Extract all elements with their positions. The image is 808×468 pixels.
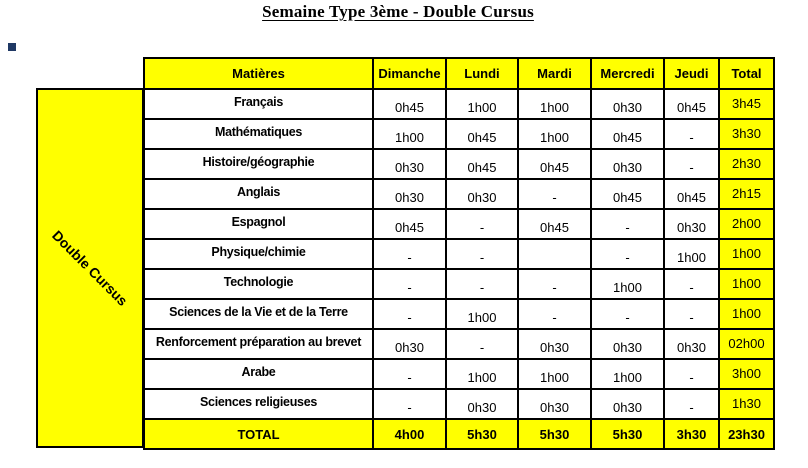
table-row — [144, 179, 774, 209]
subject-cell: Mathématiques — [144, 119, 373, 149]
value-cell: 0h45 — [518, 149, 591, 179]
value-cell: - — [373, 389, 446, 419]
table-row — [144, 89, 774, 119]
value-cell: 1h00 — [446, 299, 518, 329]
value-cell: - — [664, 269, 719, 299]
value-cell: - — [591, 239, 664, 269]
table-row — [144, 359, 774, 389]
value-cell: 1h00 — [446, 359, 518, 389]
subject-cell: Sciences de la Vie et de la Terre — [144, 299, 373, 329]
subject-cell: Espagnol — [144, 209, 373, 239]
value-cell: 0h45 — [446, 119, 518, 149]
value-cell: 0h30 — [518, 389, 591, 419]
total-cell: 1h00 — [719, 269, 774, 299]
subject-cell: Sciences religieuses — [144, 389, 373, 419]
column-header: Matières — [144, 58, 373, 89]
table-row — [144, 329, 774, 359]
value-cell: 5h30 — [518, 419, 591, 449]
value-cell: - — [518, 269, 591, 299]
small-square-mark — [8, 43, 16, 51]
column-header: Lundi — [446, 58, 518, 89]
value-cell: 0h45 — [373, 209, 446, 239]
total-cell: 2h15 — [719, 179, 774, 209]
table-row — [144, 209, 774, 239]
total-cell: 1h30 — [719, 389, 774, 419]
table-row — [144, 239, 774, 269]
total-cell: 3h00 — [719, 359, 774, 389]
value-cell: 0h45 — [664, 179, 719, 209]
value-cell: - — [591, 299, 664, 329]
table-row — [144, 299, 774, 329]
value-cell: - — [446, 329, 518, 359]
value-cell: - — [664, 119, 719, 149]
value-cell: - — [446, 209, 518, 239]
value-cell: 1h00 — [591, 269, 664, 299]
value-cell: - — [446, 269, 518, 299]
value-cell: - — [664, 359, 719, 389]
value-cell: 0h30 — [591, 89, 664, 119]
value-cell: 0h45 — [591, 119, 664, 149]
value-cell: - — [373, 239, 446, 269]
value-cell: 4h00 — [373, 419, 446, 449]
value-cell: 3h30 — [664, 419, 719, 449]
subject-cell: Arabe — [144, 359, 373, 389]
value-cell: 0h45 — [446, 149, 518, 179]
total-cell: 02h00 — [719, 329, 774, 359]
subject-cell: Histoire/géographie — [144, 149, 373, 179]
column-header: Mercredi — [591, 58, 664, 89]
value-cell: 5h30 — [591, 419, 664, 449]
total-cell: 1h00 — [719, 239, 774, 269]
value-cell — [518, 239, 591, 269]
value-cell: 0h30 — [664, 329, 719, 359]
total-row — [144, 419, 774, 449]
value-cell: 1h00 — [664, 239, 719, 269]
subject-cell: Français — [144, 89, 373, 119]
table-row — [144, 149, 774, 179]
total-cell: 3h45 — [719, 89, 774, 119]
column-header: Dimanche — [373, 58, 446, 89]
side-panel-label: Double Cursus — [49, 227, 131, 309]
value-cell: 0h45 — [591, 179, 664, 209]
value-cell: 5h30 — [446, 419, 518, 449]
value-cell: - — [664, 389, 719, 419]
value-cell: 0h30 — [446, 179, 518, 209]
subject-cell: Technologie — [144, 269, 373, 299]
page-title: Semaine Type 3ème - Double Cursus — [262, 2, 534, 21]
value-cell: 0h30 — [373, 179, 446, 209]
column-header: Mardi — [518, 58, 591, 89]
value-cell: 1h00 — [518, 119, 591, 149]
value-cell: 0h45 — [664, 89, 719, 119]
value-cell: - — [373, 359, 446, 389]
subject-cell: Renforcement préparation au brevet — [144, 329, 373, 359]
header-row — [144, 58, 774, 89]
table-row — [144, 389, 774, 419]
value-cell: 0h30 — [591, 329, 664, 359]
table-row — [144, 119, 774, 149]
value-cell: 0h45 — [518, 209, 591, 239]
value-cell: - — [373, 269, 446, 299]
value-cell: - — [664, 149, 719, 179]
subject-cell: TOTAL — [144, 419, 373, 449]
value-cell: 0h30 — [591, 149, 664, 179]
value-cell: 0h30 — [446, 389, 518, 419]
value-cell: 1h00 — [518, 89, 591, 119]
value-cell: 0h30 — [518, 329, 591, 359]
subject-cell: Anglais — [144, 179, 373, 209]
total-cell: 2h00 — [719, 209, 774, 239]
value-cell: 0h30 — [373, 149, 446, 179]
value-cell: 1h00 — [373, 119, 446, 149]
value-cell: 1h00 — [518, 359, 591, 389]
value-cell: 0h30 — [373, 329, 446, 359]
subject-cell: Physique/chimie — [144, 239, 373, 269]
value-cell: 0h30 — [591, 389, 664, 419]
value-cell: - — [664, 299, 719, 329]
side-panel-double-cursus — [36, 88, 144, 448]
value-cell: 0h30 — [664, 209, 719, 239]
total-cell: 2h30 — [719, 149, 774, 179]
value-cell: - — [373, 299, 446, 329]
value-cell: - — [518, 179, 591, 209]
value-cell: 1h00 — [591, 359, 664, 389]
total-cell: 23h30 — [719, 419, 774, 449]
value-cell: - — [446, 239, 518, 269]
column-header: Jeudi — [664, 58, 719, 89]
total-cell: 1h00 — [719, 299, 774, 329]
value-cell: 0h45 — [373, 89, 446, 119]
value-cell: - — [591, 209, 664, 239]
value-cell: 1h00 — [446, 89, 518, 119]
schedule-table — [143, 57, 775, 450]
column-header: Total — [719, 58, 774, 89]
value-cell: - — [518, 299, 591, 329]
table-row — [144, 269, 774, 299]
total-cell: 3h30 — [719, 119, 774, 149]
